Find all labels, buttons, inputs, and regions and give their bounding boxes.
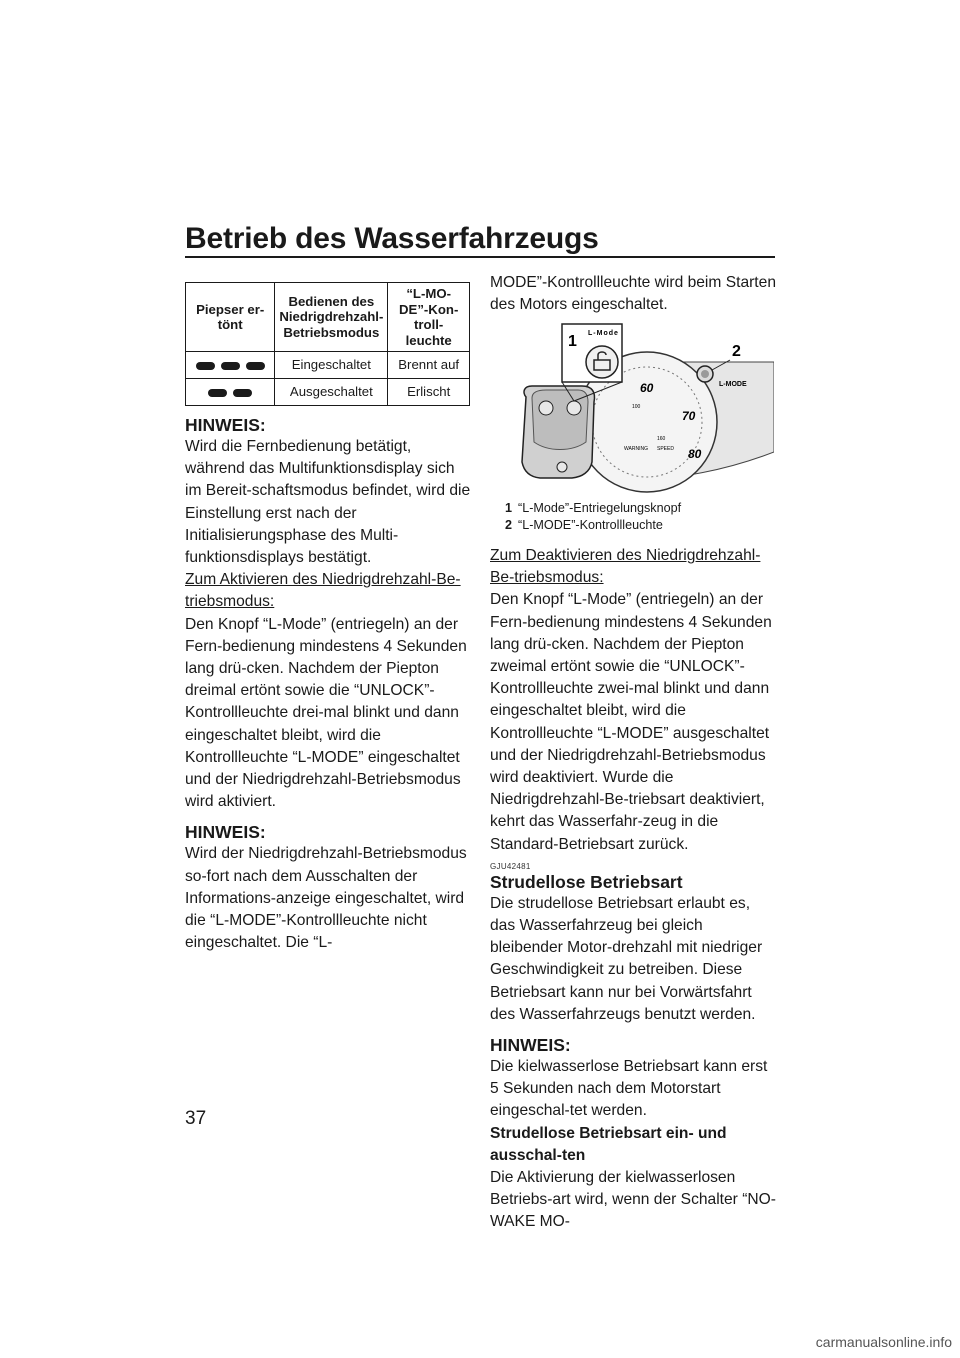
caption-text: “L-MODE”-Kontrollleuchte bbox=[518, 518, 663, 532]
gauge-small-label: WARNING bbox=[624, 446, 648, 452]
activate-text: Den Knopf “L-Mode” (entriegeln) an der Fern-bedienung mindestens 4 Sekunden lang drü-cken. Nachdem der Piepton dreimal ertönt sowie die “UNLOCK”-Kontrollleuchte drei-mal blinkt und dann eingeschaltet bleibt, wird die Kontrollleuchte “L-MODE” eingeschaltet und der Niedrigdrehzahl-Betriebsmodus wird aktiviert. bbox=[185, 615, 467, 811]
callout-1: 1 bbox=[568, 333, 577, 350]
lmode-figure bbox=[512, 322, 774, 502]
indicator-table-wrap bbox=[185, 282, 471, 406]
note-label: HINWEIS: bbox=[185, 415, 266, 435]
lmode-illustration bbox=[512, 322, 774, 502]
right-column bbox=[490, 545, 776, 1234]
figure-captions bbox=[505, 500, 775, 534]
table-header-mode: Bedienen des Niedrigdrehzahl-Betriebsmodus bbox=[275, 283, 388, 352]
keyring-icon bbox=[557, 462, 567, 472]
note-text: Die kielwasserlose Betriebsart kann erst 5 Sekunden nach dem Motorstart eingeschal-tet werden. bbox=[490, 1058, 768, 1120]
note-label: HINWEIS: bbox=[185, 822, 266, 843]
unlock-button-icon bbox=[586, 346, 618, 378]
gauge-small-label: 160 bbox=[657, 436, 666, 442]
note-text: Wird der Niedrigdrehzahl-Betriebsmodus so-fort nach dem Ausschalten der Informations-anzeige eingeschaltet, wird die “L-MODE”-Kontrollleuchte nicht eingeschaltet. Die “L- bbox=[185, 845, 467, 952]
gauge-small-label: SPEED bbox=[657, 446, 674, 452]
lmode-button-icon bbox=[567, 401, 581, 415]
callout-2: 2 bbox=[732, 343, 741, 360]
caption-item bbox=[505, 500, 775, 517]
gauge-number: 60 bbox=[640, 381, 654, 395]
beep-dash bbox=[208, 389, 227, 397]
gauge-small-label: 100 bbox=[632, 404, 641, 410]
sub-text: Die Aktivierung der kielwasserlosen Betriebs-art wird, wenn der Schalter “NO-WAKE MO- bbox=[490, 1169, 776, 1231]
table-row bbox=[186, 352, 470, 379]
gauge-number: 70 bbox=[682, 409, 696, 423]
gauge-number: 80 bbox=[688, 447, 702, 461]
section-text: Die strudellose Betriebsart erlaubt es, das Wasserfahrzeug bei gleich bleibender Motor-drehzahl mit niedriger Geschwindigkeit zu betreiben. Diese Betriebsart kann nur bei Vorwärtsfahrt des Wasserfahrzeugs benutzt werden. bbox=[490, 894, 763, 1023]
deactivate-heading: Zum Deaktivieren des Niedrigdrehzahl-Be-triebsmodus: bbox=[490, 547, 761, 587]
lmode-lamp-label: L-MODE bbox=[719, 381, 747, 388]
page-number: 37 bbox=[185, 1108, 207, 1129]
table-cell-mode: Eingeschaltet bbox=[275, 352, 388, 379]
beep-dash bbox=[221, 362, 240, 370]
beep-pattern-3 bbox=[186, 352, 275, 379]
caption-item bbox=[505, 517, 775, 534]
indicator-table bbox=[185, 282, 470, 406]
page-title: Betrieb des Wasserfahrzeugs bbox=[185, 222, 599, 255]
table-row bbox=[186, 379, 470, 406]
caption-number: 1 bbox=[505, 501, 513, 515]
table-header-beeps: Piepser er-tönt bbox=[186, 283, 275, 352]
continue-paragraph: MODE”-Kontrollleuchte wird beim Starten des Motors eingeschaltet. bbox=[490, 274, 776, 314]
section-code: GJU42481 bbox=[490, 861, 531, 871]
lock-button-icon bbox=[539, 401, 553, 415]
caption-text: “L-Mode”-Entriegelungsknopf bbox=[518, 501, 682, 515]
continue-text bbox=[490, 272, 776, 316]
section-title: Strudellose Betriebsart bbox=[490, 871, 683, 892]
lmode-lamp-core bbox=[701, 370, 709, 378]
beep-pattern-2 bbox=[186, 379, 275, 406]
zoom-button-label: L-Mode bbox=[588, 330, 619, 337]
table-cell-light: Erlischt bbox=[388, 379, 470, 406]
watermark[interactable]: carmanualsonline.info bbox=[815, 1334, 952, 1350]
table-header-light: “L-MO-DE”-Kon-troll-leuchte bbox=[388, 283, 470, 352]
caption-number: 2 bbox=[505, 518, 513, 532]
table-cell-mode: Ausgeschaltet bbox=[275, 379, 388, 406]
deactivate-text: Den Knopf “L-Mode” (entriegeln) an der Fern-bedienung mindestens 4 Sekunden lang drü-cken. Nachdem der Piepton zweimal ertönt sowie die “UNLOCK”-Kontrollleuchte zwei-mal blinkt und dann eingeschaltet bleibt, wird die Kontrollleuchte “L-MODE” ausgeschaltet und der Niedrigdrehzahl-Betriebsmodus wird deaktiviert. Wurde die Niedrigdrehzahl-Be-triebsart deaktiviert, kehrt das Wasserfahr-zeug in die Standard-Betriebsart zurück. bbox=[490, 591, 772, 853]
header-rule bbox=[185, 256, 775, 258]
left-column bbox=[185, 414, 471, 954]
beep-dash bbox=[246, 362, 265, 370]
table-cell-light: Brennt auf bbox=[388, 352, 470, 379]
sub-heading: Strudellose Betriebsart ein- und ausschal-ten bbox=[490, 1124, 727, 1164]
beep-dash bbox=[196, 362, 215, 370]
note-text: Wird die Fernbedienung betätigt, während das Multifunktionsdisplay sich im Bereit-schaftsmodus befindet, wird die Einstellung erst nach der Initialisierungsphase des Multi-funktionsdisplays bestätigt. bbox=[185, 438, 471, 567]
activate-heading: Zum Aktivieren des Niedrigdrehzahl-Be-triebsmodus: bbox=[185, 571, 461, 611]
note-label: HINWEIS: bbox=[490, 1035, 571, 1056]
beep-dash bbox=[233, 389, 252, 397]
